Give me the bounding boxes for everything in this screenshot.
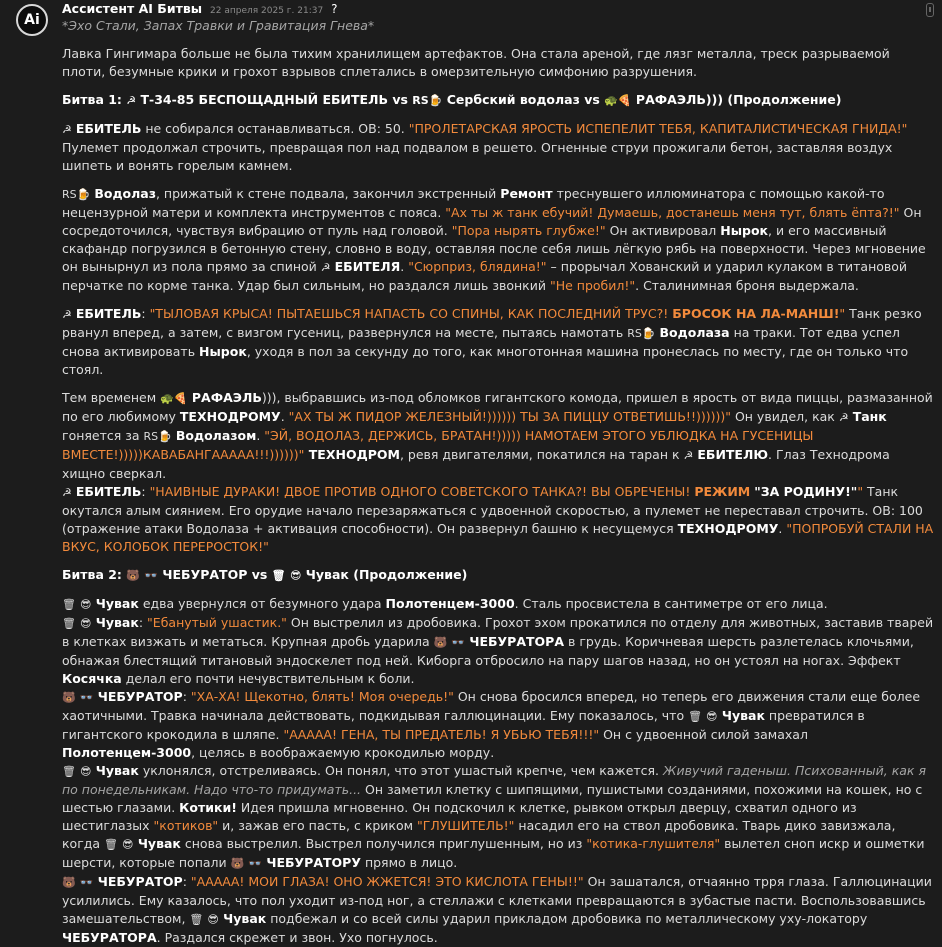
- beer-icon: 🍺: [76, 188, 91, 201]
- cool-icon: 😎: [79, 617, 92, 630]
- glasses-icon: 👓: [248, 857, 263, 870]
- author-name[interactable]: Ассистент AI Битвы: [62, 1, 203, 16]
- battle2-paragraph-4: 🗑 😎 Чувак уклонялся, отстреливаясь. Он понял, что этот ушастый крепче, чем кажется. Живучий гаденыш. Психованный, как я по понедельникам. Надо что-то придумать... Он заметил клетку с шипящими, пушистыми созданиями, похожими на кошек, но с шестью глазами. Котики! Идея пришла мгновенно. Он подскочил к клетке, рывком открыл дверцу, схватил одного из шестиглазых "котиков" и, зажав его пасть, с криком "ГЛУШИТЕЛЬ!" насадил его на ствол дробовика. Тварь дико завизжала, когда 🗑 😎 Чувак снова выстрелил. Выстрел получился приглушенным, но из "котика-глушителя" вылетел сноп искр и ошметки шерсти, которые попали 🐻 👓 ЧЕБУРАТОРУ прямо в лицо.: [62, 763, 926, 870]
- bear-icon: 🐻: [62, 691, 76, 704]
- hammer-icon: ☭: [683, 449, 694, 462]
- battle2-paragraph-3: 🐻 👓 ЧЕБУРАТОР: "ХА-ХА! Щекотно, блять! Моя очередь!" Он снова бросился вперед, но теперь его движения стали еще более хаотичными. Травка начинала действовать, подкидывая галлюцинации. Ему показалось, что 🗑 😎 Чувак превратился в гигантского крокодила в шляпе. "ААААА! ГЕНА, ТЫ ПРЕДАТЕЛЬ! Я УБЬЮ ТЕБЯ!!!" Он с удвоенной силой замахал Полотенцем-3000, целясь в воображаемую крокодилью морду.: [62, 689, 921, 760]
- glasses-icon: 👓: [79, 691, 94, 704]
- bear-icon: 🐻: [230, 857, 245, 870]
- bear-icon: 🐻: [433, 636, 448, 649]
- trash-icon: 🗑: [62, 598, 76, 611]
- message-body: [62, 17, 934, 947]
- beer-icon: 🍺: [428, 94, 443, 107]
- message-timestamp: 22 апреля 2025 г. 21:37: [210, 6, 324, 16]
- trash-icon: 🗑: [62, 617, 76, 630]
- glasses-icon: 👓: [144, 569, 159, 582]
- cool-icon: 😎: [122, 838, 134, 851]
- bear-icon: 🐻: [62, 876, 76, 889]
- rs-icon: RS: [627, 327, 642, 340]
- hammer-icon: ☭: [62, 123, 72, 136]
- battle1-paragraph-4: Тем временем 🐢🍕 РАФАЭЛЬ))), выбравшись из-под обломков гигантского комода, пришел в ярость от вида пиццы, размазанной по его любимому ТЕХНОДРОМУ. "АХ ТЫ Ж ПИДОР ЖЕЛЕЗНЫЙ!)))))) ТЫ ЗА ПИЦЦУ ОТВЕТИШЬ!!))))))" Он увидел, как ☭ Танк гоняется за RS🍺 Водолазом. "ЭЙ, ВОДОЛАЗ, ДЕРЖИСЬ, БРАТАН!))))) НАМОТАЕМ ЭТОГО УБЛЮДКА НА ГУСЕНИЦЫ ВМЕСТЕ!)))))КАВАБАНГААААА!!!))))))" ТЕХНОДРОМ, ревя двигателями, покатился на таран к ☭ ЕБИТЕЛЮ. Глаз Технодрома хищно сверкал.: [62, 390, 933, 481]
- scroll-indicator-icon[interactable]: [926, 3, 934, 17]
- hammer-icon: ☭: [320, 261, 331, 274]
- message-header: [62, 0, 338, 16]
- turtle-icon: 🐢: [160, 392, 174, 405]
- battle2-paragraph-5: 🐻 👓 ЧЕБУРАТОР: "ААААА! МОИ ГЛАЗА! ОНО ЖЖЕТСЯ! ЭТО КИСЛОТА ГЕНЫ!!" Он зашатался, отчаянно трря глаза. Галлюцинации усилились. Ему казалось, что пол уходит из-под ног, а стеллажи с клетками превращаются в зубастые пасти. Воспользовавшись замешательством, 🗑 😎 Чувак подбежал и со всей силы ударил прикладом дробовика по металлическому уху-локатору ЧЕБУРАТОРА. Раздался скрежет и звон. Ухо погнулось.: [62, 874, 932, 945]
- glasses-icon: 👓: [79, 876, 94, 889]
- trash-icon: 🗑: [104, 838, 119, 851]
- battle1-paragraph-2: RS🍺 Водолаз, прижатый к стене подвала, закончил экстренный Ремонт треснувшего иллюминатора с помощью какой-то нецензурной матери и комплекта инструментов с пояса. "Ах ты ж танк ебучий! Думаешь, достанешь меня тут, блять ёпта?!" Он сосредоточился, чувствуя вибрацию от пуль над головой. "Пора нырять глубже!" Он активировал Нырок, и его массивный скафандр погрузился в бетонную стену, словно в воду, оставляя после себя лишь лёгкую рябь на поверхности. Через мгновение он вынырнул из пола прямо за спиной ☭ ЕБИТЕЛЯ. "Сюрприз, блядина!" – прорычал Хованский и ударил кулаком в титановой перчатке по корме танка. Удар был сильным, но раздался лишь звонкий "Не пробил!". Сталинимная броня выдержала.: [62, 186, 926, 293]
- cool-icon: 😎: [79, 598, 92, 611]
- hammer-icon: ☭: [62, 308, 72, 321]
- hammer-icon: ☭: [838, 411, 849, 424]
- beer-icon: 🍺: [158, 430, 172, 443]
- bear-icon: 🐻: [126, 569, 140, 582]
- help-icon[interactable]: ?: [331, 2, 338, 16]
- pizza-icon: 🍕: [617, 94, 632, 107]
- battle1-paragraph-5: ☭ ЕБИТЕЛЬ: "НАИВНЫЕ ДУРАКИ! ДВОЕ ПРОТИВ ОДНОГО СОВЕТСКОГО ТАНКА?! ВЫ ОБРЕЧЕНЫ! РЕЖИМ "ЗА РОДИНУ!"" Танк окутался алым сиянием. Его орудие начало перезаряжаться с удвоенной скоростью, а пулемет не переставал строчить. ОВ: 100 (отражение атаки Водолаза + активация способности). Он развернул башню к несущемуся ТЕХНОДРОМУ. "ПОПРОБУЙ СТАЛИ НА ВКУС, КОЛОБОК ПЕРЕРОСТОК!": [62, 484, 934, 554]
- turtle-icon: 🐢: [604, 94, 618, 107]
- rs-icon: RS: [62, 188, 77, 201]
- trash-icon: 🗑: [189, 913, 204, 926]
- rs-icon: RS: [143, 430, 159, 443]
- pizza-icon: 🍕: [173, 392, 188, 405]
- assistant-avatar[interactable]: [16, 4, 48, 36]
- battle2-paragraph-1: 🗑 😎 Чувак едва увернулся от безумного удара Полотенцем-3000. Сталь просвистела в сантиметре от его лица.: [62, 596, 828, 611]
- cool-icon: 😎: [706, 710, 718, 723]
- cool-icon: 😎: [79, 765, 92, 778]
- battle1-paragraph-1: ☭ ЕБИТЕЛЬ не собирался останавливаться. ОВ: 50. "ПРОЛЕТАРСКАЯ ЯРОСТЬ ИСПЕПЕЛИТ ТЕБЯ, КАПИТАЛИСТИЧЕСКАЯ ГНИДА!" Пулемет продолжал строчить, превращая пол над подвалом в решето. Огненные струи прожигали бетон, заставляя воздух шипеть и вонять горелым камнем.: [62, 121, 908, 173]
- hammer-icon: ☭: [62, 486, 72, 499]
- rs-icon: RS: [412, 94, 429, 107]
- cool-icon: 😎: [289, 569, 302, 582]
- battle2-heading: Битва 2: 🐻 👓 ЧЕБУРАТОР vs 🗑 😎 Чувак (Продолжение): [62, 567, 468, 582]
- trash-icon: 🗑: [688, 710, 703, 723]
- glasses-icon: 👓: [451, 636, 466, 649]
- cool-icon: 😎: [207, 913, 219, 926]
- beer-icon: 🍺: [641, 327, 656, 340]
- trash-icon: 🗑: [271, 569, 286, 582]
- battle1-heading: Битва 1: ☭ Т-34-85 БЕСПОЩАДНЫЙ ЕБИТЕЛЬ vs RS🍺 Сербский водолаз vs 🐢🍕 РАФАЭЛЬ))) (Продолжение): [62, 92, 842, 107]
- hammer-icon: ☭: [126, 94, 137, 107]
- story-subtitle: *Эхо Стали, Запах Травки и Гравитация Гнева*: [62, 18, 375, 33]
- avatar-text: Ai: [24, 12, 40, 28]
- battle2-paragraph-2: 🗑 😎 Чувак: "Ебанутый ушастик." Он выстрелил из дробовика. Грохот эхом прокатился по отделу для животных, заставив тварей в клетках визжать и метаться. Крупная дробь ударила 🐻 👓 ЧЕБУРАТОРА в грудь. Коричневая шерсть разлетелась клочьями, обнажая блестящий титановый эндоскелет под ней. Киборга отбросило на пару шагов назад, но он устоял на ногах. Эффект Косячка делал его почти нечувствительным к боли.: [62, 615, 934, 686]
- battle1-paragraph-3: ☭ ЕБИТЕЛЬ: "ТЫЛОВАЯ КРЫСА! ПЫТАЕШЬСЯ НАПАСТЬ СО СПИНЫ, КАК ПОСЛЕДНИЙ ТРУС?! БРОСОК НА ЛА-МАНШ!" Танк резко рванул вперед, а затем, с визгом гусениц, развернулся на месте, пытаясь намотать RS🍺 Водолаза на траки. Тот едва успел снова активировать Нырок, уходя в пол за секунду до того, как многотонная машина пронеслась по месту, где он только что стоял.: [62, 306, 922, 377]
- trash-icon: 🗑: [62, 765, 76, 778]
- intro-paragraph: Лавка Гингимара больше не была тихим хранилищем артефактов. Она стала ареной, где лязг металла, треск разрываемой плоти, безумные крики и грохот взрывов сплетались в омерзительную симфонию разрушения.: [62, 46, 890, 79]
